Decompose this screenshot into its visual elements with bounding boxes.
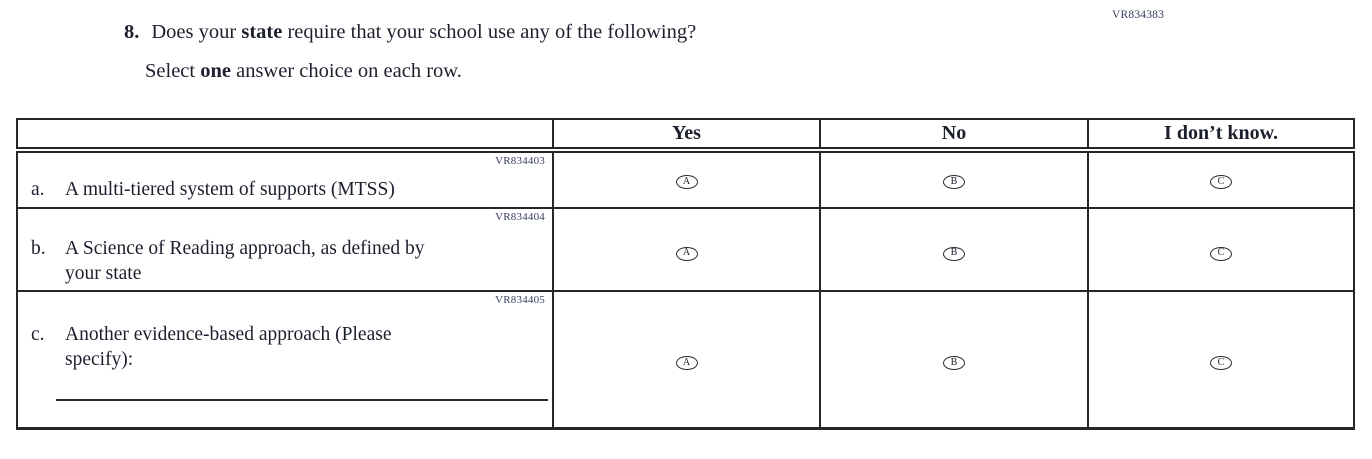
question-instruction: Select one answer choice on each row. <box>145 60 462 82</box>
row-c-yes-cell <box>553 291 820 428</box>
bubble-row-a-idk[interactable]: C <box>1210 175 1232 189</box>
bubble-row-b-yes[interactable]: A <box>676 247 698 261</box>
header-blank-cell <box>17 119 553 150</box>
header-no: No <box>820 119 1088 150</box>
bubble-row-c-yes[interactable]: A <box>676 356 698 370</box>
row-a-yes-cell <box>553 150 820 208</box>
table-row-b <box>17 208 1354 291</box>
bubble-row-c-idk[interactable]: C <box>1210 356 1232 370</box>
row-a-no-cell <box>820 150 1088 208</box>
table-row-c <box>17 291 1354 428</box>
write-in-line[interactable] <box>56 399 548 401</box>
row-a-code: VR834403 <box>495 155 545 167</box>
row-c-label-cell <box>17 291 553 428</box>
row-c-idk-cell <box>1088 291 1354 428</box>
form-code: VR834383 <box>1112 9 1165 21</box>
row-a-label-cell <box>17 150 553 208</box>
bubble-row-b-idk[interactable]: C <box>1210 247 1232 261</box>
question-number: 8. <box>124 21 140 43</box>
bubble-row-a-yes[interactable]: A <box>676 175 698 189</box>
row-b-code: VR834404 <box>495 211 545 223</box>
row-b-label-cell <box>17 208 553 291</box>
row-b-yes-cell <box>553 208 820 291</box>
row-b-idk-cell <box>1088 208 1354 291</box>
question-table <box>16 118 1355 430</box>
row-b-no-cell <box>820 208 1088 291</box>
row-c-code: VR834405 <box>495 294 545 306</box>
bubble-row-a-no[interactable]: B <box>943 175 965 189</box>
row-a-idk-cell <box>1088 150 1354 208</box>
row-c-no-cell <box>820 291 1088 428</box>
header-yes: Yes <box>553 119 820 150</box>
row-a-label: a. A multi-tiered system of supports (MTSS) <box>31 179 395 200</box>
bubble-row-c-no[interactable]: B <box>943 356 965 370</box>
question-text: 8. Does your state require that your school use any of the following? <box>124 21 697 43</box>
bubble-row-b-no[interactable]: B <box>943 247 965 261</box>
row-c-label: c. Another evidence-based approach (Please specify): <box>31 324 392 370</box>
table-row-a <box>17 150 1354 208</box>
row-b-label: b. A Science of Reading approach, as defined by your state <box>31 238 425 284</box>
header-i-dont-know: I don’t know. <box>1088 119 1354 150</box>
table-header-row <box>17 119 1354 150</box>
